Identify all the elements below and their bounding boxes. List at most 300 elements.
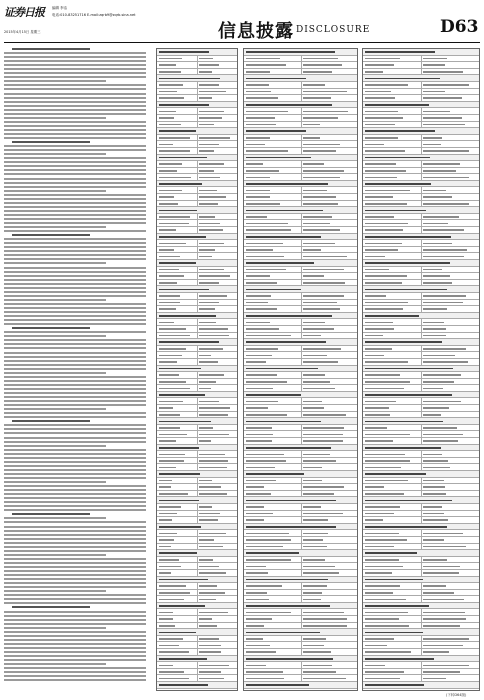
text-line [4, 643, 146, 645]
table-row [157, 95, 237, 102]
table-cell [246, 579, 328, 581]
table-cell [365, 665, 385, 667]
table-cell [246, 256, 284, 258]
table-cell [246, 658, 333, 660]
table-row [157, 174, 237, 181]
text-line [4, 396, 146, 398]
table-cell [159, 651, 189, 653]
table-cell [423, 269, 442, 271]
table-cell [246, 566, 266, 568]
table-cell [199, 328, 228, 330]
table-cell [159, 295, 180, 297]
cell-divider [421, 115, 422, 121]
table-row [157, 392, 237, 399]
table-cell [303, 665, 332, 667]
table-cell [246, 632, 320, 634]
table-row [157, 405, 237, 412]
table-cell [303, 117, 338, 119]
text-line [4, 80, 106, 82]
cell-divider [301, 187, 302, 193]
table-row [157, 511, 237, 518]
table-cell [423, 559, 447, 561]
table-row [244, 675, 357, 682]
text-line [4, 501, 146, 503]
cell-divider [301, 293, 302, 299]
table-row [244, 286, 357, 293]
table-row [244, 293, 357, 300]
table-row [363, 75, 479, 82]
table-cell [246, 177, 270, 179]
table-cell [159, 144, 173, 146]
cell-divider [421, 425, 422, 431]
table-row [363, 306, 479, 313]
cell-divider [421, 82, 422, 88]
table-cell [303, 460, 336, 462]
cell-divider [421, 669, 422, 675]
table-cell [365, 170, 406, 172]
table-cell [365, 500, 452, 502]
cell-divider [421, 675, 422, 681]
table-cell [246, 618, 272, 620]
table-cell [423, 546, 466, 548]
table-cell [246, 440, 272, 442]
table-row [244, 319, 357, 326]
table-cell [303, 572, 340, 574]
cell-divider [301, 563, 302, 569]
table-cell [303, 137, 320, 139]
text-line [12, 420, 90, 422]
table-row [157, 656, 237, 663]
table-cell [423, 592, 453, 594]
table-cell [159, 585, 186, 587]
cell-divider [301, 537, 302, 543]
text-line [4, 364, 146, 366]
table-cell [159, 427, 180, 429]
text-line [4, 526, 146, 528]
table-cell [199, 533, 227, 535]
text-line [4, 323, 146, 325]
table-row [244, 530, 357, 537]
table-row [244, 313, 357, 320]
table-cell [365, 401, 396, 403]
table-cell [159, 394, 205, 396]
table-row [157, 293, 237, 300]
table-row [244, 168, 357, 175]
table-cell [159, 58, 182, 60]
text-line [4, 671, 146, 673]
table-cell [303, 361, 338, 363]
table-cell [159, 671, 184, 673]
table-cell [365, 210, 426, 212]
table-row [157, 471, 237, 478]
table-row [363, 333, 479, 340]
table-cell [159, 440, 176, 442]
text-line [4, 169, 146, 171]
table-row [363, 577, 479, 584]
table-cell [199, 434, 229, 436]
table-cell [159, 335, 190, 337]
table-cell [159, 599, 184, 601]
table-row [363, 603, 479, 610]
table-row [244, 56, 357, 63]
text-line [4, 307, 146, 309]
cell-divider [197, 227, 198, 233]
table-row [157, 425, 237, 432]
table-cell [246, 322, 270, 324]
table-row [157, 69, 237, 76]
table-cell [365, 236, 451, 238]
cell-divider [421, 405, 422, 411]
table-cell [423, 223, 448, 225]
table-cell [365, 78, 440, 80]
cell-divider [197, 89, 198, 95]
table-cell [246, 447, 331, 449]
table-cell [246, 434, 273, 436]
table-cell [159, 256, 180, 258]
table-cell [246, 374, 277, 376]
table-row [157, 682, 237, 689]
table-cell [303, 295, 344, 297]
cell-divider [421, 201, 422, 207]
cell-divider [301, 570, 302, 576]
cell-divider [197, 372, 198, 378]
table-row [363, 596, 479, 603]
cell-divider [197, 267, 198, 273]
table-cell [246, 401, 278, 403]
table-cell [423, 401, 461, 403]
table-row [363, 293, 479, 300]
table-cell [159, 618, 173, 620]
text-line [4, 388, 146, 390]
table-cell [365, 84, 408, 86]
table-cell [159, 289, 209, 291]
continuation-note: (下转D64版) [446, 693, 467, 697]
cell-divider [197, 616, 198, 622]
table-cell [365, 559, 399, 561]
table-row [244, 577, 357, 584]
table-cell [199, 111, 224, 113]
table-cell [423, 566, 460, 568]
table-cell [423, 256, 464, 258]
table-row [363, 491, 479, 498]
table-cell [303, 585, 327, 587]
text-line [4, 153, 106, 155]
table-cell [365, 407, 389, 409]
table-row [244, 649, 357, 656]
table-row [244, 62, 357, 69]
cell-divider [197, 385, 198, 391]
table-cell [159, 572, 171, 574]
table-cell [246, 355, 272, 357]
cell-divider [301, 148, 302, 154]
table-row [244, 504, 357, 511]
table-cell [423, 599, 464, 601]
text-line [4, 97, 146, 99]
table-cell [365, 341, 442, 343]
masthead [0, 0, 484, 40]
table-cell [199, 361, 218, 363]
table-cell [199, 638, 220, 640]
table-cell [159, 341, 219, 343]
table-cell [199, 486, 222, 488]
table-cell [365, 157, 430, 159]
table-row [157, 596, 237, 603]
table-cell [159, 243, 186, 245]
table-cell [423, 678, 446, 680]
table-row [244, 273, 357, 280]
table-row [363, 550, 479, 557]
table-row [363, 95, 479, 102]
table-row [244, 161, 357, 168]
cell-divider [197, 319, 198, 325]
cell-divider [197, 570, 198, 576]
cell-divider [421, 511, 422, 517]
table-row [363, 286, 479, 293]
table-cell [246, 500, 336, 502]
cell-divider [421, 385, 422, 391]
text-line [4, 627, 106, 629]
cell-divider [421, 247, 422, 253]
table-cell [365, 394, 452, 396]
text-line [4, 408, 106, 410]
cell-divider [301, 352, 302, 358]
table-cell [159, 104, 209, 106]
table-row [244, 636, 357, 643]
text-line [4, 574, 146, 576]
table-cell [303, 170, 344, 172]
table-cell [199, 414, 228, 416]
table-row [244, 517, 357, 524]
cell-divider [421, 89, 422, 95]
table-cell [199, 71, 213, 73]
table-cell [303, 91, 347, 93]
table-cell [365, 625, 409, 627]
cell-divider [421, 346, 422, 352]
table-row [363, 115, 479, 122]
text-line [4, 226, 106, 228]
cell-divider [421, 372, 422, 378]
table-cell [246, 394, 301, 396]
table-cell [246, 262, 314, 264]
table-row [363, 359, 479, 366]
table-row [363, 504, 479, 511]
table-cell [159, 236, 206, 238]
table-cell [246, 421, 321, 423]
cell-divider [421, 412, 422, 418]
table-row [157, 56, 237, 63]
table-cell [199, 170, 214, 172]
table-row [363, 128, 479, 135]
table-row [244, 247, 357, 254]
table-row [244, 662, 357, 669]
table-row [157, 181, 237, 188]
text-line [4, 586, 146, 588]
table-cell [365, 150, 405, 152]
table-cell [159, 434, 187, 436]
cell-divider [421, 398, 422, 404]
text-line [4, 291, 146, 293]
text-line [4, 202, 146, 204]
table-cell [159, 473, 200, 475]
table-cell [199, 196, 226, 198]
text-line [4, 64, 146, 66]
table-cell [365, 440, 393, 442]
table-row [363, 484, 479, 491]
cell-divider [421, 379, 422, 385]
table-row [244, 642, 357, 649]
cell-divider [301, 161, 302, 167]
cell-divider [197, 425, 198, 431]
table-row [157, 504, 237, 511]
cell-divider [197, 609, 198, 615]
table-cell [246, 170, 279, 172]
table-row [157, 267, 237, 274]
cell-divider [197, 511, 198, 517]
table-row [244, 385, 357, 392]
table-cell [365, 295, 386, 297]
table-cell [246, 651, 276, 653]
cell-divider [301, 280, 302, 286]
cell-divider [421, 220, 422, 226]
cell-divider [301, 62, 302, 68]
table-row [363, 524, 479, 531]
cell-divider [301, 247, 302, 253]
text-line [4, 400, 146, 402]
table-row [363, 49, 479, 56]
cell-divider [197, 174, 198, 180]
table-row [363, 267, 479, 274]
table-cell [159, 361, 177, 363]
table-cell [423, 163, 460, 165]
table-row [157, 280, 237, 287]
text-line [4, 521, 146, 523]
table-row [244, 108, 357, 115]
text-line [4, 428, 146, 430]
table-row [363, 471, 479, 478]
text-line [4, 258, 146, 260]
text-line [12, 327, 90, 329]
table-cell [199, 645, 222, 647]
table-row [157, 603, 237, 610]
text-line [4, 93, 146, 95]
table-row [244, 669, 357, 676]
table-row [363, 662, 479, 669]
table-cell [199, 427, 214, 429]
cell-divider [421, 280, 422, 286]
table-cell [303, 190, 327, 192]
table-cell [365, 645, 387, 647]
table-cell [303, 638, 326, 640]
cell-divider [197, 240, 198, 246]
cell-divider [421, 451, 422, 457]
table-cell [423, 434, 463, 436]
cell-divider [197, 62, 198, 68]
cell-divider [301, 609, 302, 615]
table-cell [423, 381, 454, 383]
cell-divider [197, 306, 198, 312]
cell-divider [197, 675, 198, 681]
table-cell [303, 71, 332, 73]
table-cell [365, 381, 410, 383]
cell-divider [301, 511, 302, 517]
table-cell [199, 269, 225, 271]
table-cell [246, 236, 321, 238]
table-row [244, 339, 357, 346]
table-cell [303, 612, 344, 614]
table-cell [159, 579, 208, 581]
table-cell [159, 552, 197, 554]
table-row [244, 352, 357, 359]
table-row [157, 629, 237, 636]
table-cell [365, 177, 397, 179]
table-cell [199, 97, 213, 99]
table-row [157, 333, 237, 340]
table-cell [246, 97, 278, 99]
table-cell [246, 335, 291, 337]
table-cell [365, 183, 431, 185]
table-cell [365, 58, 400, 60]
table-row [157, 544, 237, 551]
table-cell [365, 427, 387, 429]
table-cell [423, 467, 450, 469]
cell-divider [301, 517, 302, 523]
table-cell [246, 58, 280, 60]
table-row [244, 451, 357, 458]
cell-divider [421, 95, 422, 101]
table-row [363, 458, 479, 465]
cell-divider [197, 333, 198, 339]
table-cell [246, 427, 272, 429]
table-cell [365, 111, 398, 113]
disclosure-table-3 [362, 48, 480, 691]
text-line [4, 250, 146, 252]
table-cell [159, 170, 177, 172]
table-cell [303, 203, 339, 205]
table-cell [423, 216, 459, 218]
table-cell [159, 539, 174, 541]
table-row [244, 412, 357, 419]
table-cell [303, 58, 339, 60]
table-cell [423, 58, 446, 60]
cell-divider [197, 201, 198, 207]
table-cell [199, 506, 212, 508]
text-line [4, 667, 146, 669]
text-line [4, 485, 146, 487]
table-cell [365, 552, 417, 554]
page-number: D63 [440, 17, 479, 37]
table-cell [159, 275, 184, 277]
cell-divider [301, 267, 302, 273]
table-row [157, 319, 237, 326]
table-cell [303, 328, 335, 330]
table-cell [365, 104, 429, 106]
cell-divider [197, 596, 198, 602]
table-cell [303, 249, 322, 251]
table-row [244, 583, 357, 590]
table-cell [365, 467, 401, 469]
table-cell [246, 533, 289, 535]
table-cell [199, 124, 215, 126]
text-line [12, 606, 90, 608]
cell-divider [197, 517, 198, 523]
table-row [157, 636, 237, 643]
table-row [363, 62, 479, 69]
table-cell [423, 243, 452, 245]
table-cell [199, 144, 220, 146]
table-cell [246, 585, 282, 587]
table-row [157, 497, 237, 504]
cell-divider [197, 56, 198, 62]
